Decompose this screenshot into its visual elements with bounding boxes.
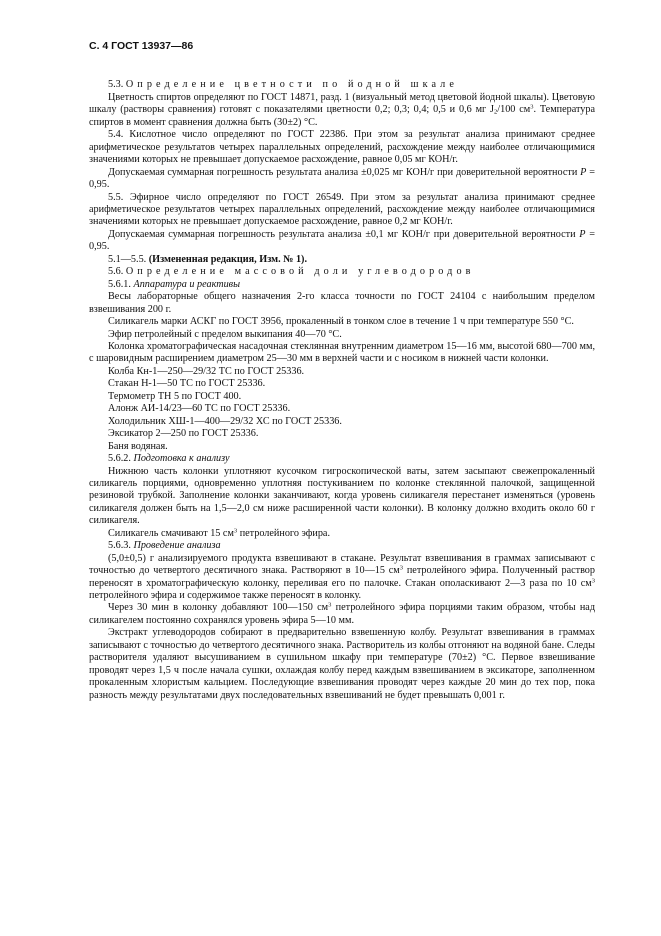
paragraph-text: = 0,95. bbox=[89, 228, 595, 253]
superscript: 3 bbox=[328, 601, 332, 609]
paragraph-text: = 0,95. bbox=[89, 166, 595, 191]
amendment-text: (Измененная редакция, Изм. № 1). bbox=[148, 253, 307, 265]
section-number: 5.6.1. bbox=[108, 278, 131, 290]
extract-paragraph: Экстракт углеводородов собирают в предварительно взвешенную колбу. Результат взвешивания в граммах записывают с точностью до четвертого десятичного знака. Растворитель из колбы отгоняют на водяной бане. Следы растворителя удаляют высушиванием в сушильном шкафу при температуре (70±2) °С. Первое взвешивание проводят через 1,5 ч после начала сушки, охлаждая колбу перед каждым взвешиванием в эксикаторе, заполненном прокаленным хлористым кальцием. Последующие взвешивания проводят через каждые 20 мин до тех пор, пока разность между результатами двух последовательных взвешиваний не будет превышать 0,001 г. bbox=[89, 627, 595, 701]
section-5-3-heading bbox=[89, 79, 595, 91]
paragraph-text: /100 см bbox=[497, 104, 531, 116]
paragraph-text: петролейного эфира. Полученный раствор переносят в хроматографическую колонку, переливая его по палочке. Стакан ополаскивают 2—3 раза по 10 см bbox=[89, 565, 595, 589]
paragraph-text: петролейного эфира. bbox=[237, 527, 331, 539]
subscript: 2 bbox=[494, 108, 498, 116]
paragraph-text: петролейного эфира и содержимое также переносят в колонку. bbox=[89, 590, 362, 602]
section-5-6-3-heading bbox=[89, 540, 595, 552]
silica-paragraph: Силикагель марки АСКГ по ГОСТ 3956, прокаленный в тонком слое в течение 1 ч при температуре 550 °С. bbox=[108, 316, 574, 328]
list-item: Эксикатор 2—250 по ГОСТ 25336. bbox=[108, 428, 259, 440]
paragraph-text: Силикагель смачивают 15 см bbox=[108, 527, 234, 539]
list-item: Холодильник ХШ-1—400—29/32 ХС по ГОСТ 25336. bbox=[108, 415, 342, 427]
paragraph-text: . Температура спиртов в момент сравнения должна быть (30±2) °С. bbox=[89, 104, 596, 128]
section-title: Определение массовой доли углеводородов bbox=[125, 266, 475, 278]
superscript: 3 bbox=[530, 103, 534, 111]
section-5-6-2-heading bbox=[89, 453, 595, 465]
paragraph-text: Допускаемая суммарная погрешность результата анализа ±0,1 мг КОН/г при доверительной вероятности bbox=[108, 228, 580, 240]
list-item: Колба Кн-1—250—29/32 ТС по ГОСТ 25336. bbox=[108, 365, 305, 377]
analysis-paragraph bbox=[89, 553, 595, 603]
acid-error-paragraph bbox=[89, 167, 595, 192]
section-number: 5.6.2. bbox=[108, 453, 131, 465]
list-item: Термометр ТН 5 по ГОСТ 400. bbox=[108, 390, 242, 402]
elution-paragraph bbox=[89, 602, 595, 627]
paragraph-text: Через 30 мин в колонку добавляют 100—150 см bbox=[108, 602, 329, 614]
section-title: Проведение анализа bbox=[133, 540, 221, 552]
document-page bbox=[89, 40, 595, 702]
section-number: 5.3. bbox=[108, 79, 124, 91]
preparation-paragraph: Нижнюю часть колонки уплотняют кусочком гигроскопической ваты, затем засыпают свежепрокаленный силикагель порциями, одновременно уплотняя постукиванием по колонке стеклянной палочкой, защищенной резиновой трубкой. Заполнение колонки заканчивают, когда уровень силикагеля перестанет изменяться (уровень силикагеля должен быть на 1,5—2,0 см ниже расширенной части колонки). В колонку должно входить около 60 г силикагеля. bbox=[89, 465, 595, 527]
probability-symbol: P bbox=[579, 228, 586, 240]
superscript: 3 bbox=[233, 527, 238, 535]
acid-number-paragraph: 5.4. Кислотное число определяют по ГОСТ 22386. При этом за результат анализа принимают среднее арифметическое результатов четырех параллельных определений, расхождение между наиболее отличающимися значениями которых не превышает допускаемое расхождение, равное 0,05 мг КОН/г. bbox=[89, 129, 595, 166]
list-item: Алонж АИ-14/23—60 ТС по ГОСТ 25336. bbox=[108, 403, 291, 415]
equipment-list bbox=[89, 366, 595, 453]
list-item: Баня водяная. bbox=[108, 440, 168, 452]
ester-number-paragraph: 5.5. Эфирное число определяют по ГОСТ 26549. При этом за результат анализа принимают среднее арифметическое результатов четырех параллельных определений, расхождение между наиболее отличающимися значениями которых не превышает допускаемое расхождение, равное 0,2 мг КОН/г. bbox=[89, 191, 595, 228]
section-number: 5.6.3. bbox=[108, 540, 131, 552]
paragraph-text: петролейного эфира порциями таким образом, чтобы над силикагелем постоянно сохранялся уровень эфира 5—10 мм. bbox=[89, 602, 595, 626]
superscript: 3 bbox=[399, 564, 404, 572]
paragraph-text: Допускаемая суммарная погрешность результата анализа ±0,025 мг КОН/г при доверительной вероятности bbox=[108, 166, 581, 178]
section-5-6-1-heading bbox=[89, 279, 595, 291]
amendment-note bbox=[89, 254, 595, 266]
scales-paragraph: Весы лабораторные общего назначения 2-го класса точности по ГОСТ 24104 с наибольшим пределом взвешивания 200 г. bbox=[89, 291, 595, 315]
amendment-range: 5.1—5.5. bbox=[108, 253, 147, 265]
column-paragraph: Колонка хроматографическая насадочная стеклянная внутренним диаметром 15—16 мм, высотой 680—700 мм, с шаровидным расширением диаметром 25—30 мм в верхней части и с носиком в нижней части колонки. bbox=[89, 340, 595, 365]
probability-symbol: P bbox=[580, 166, 587, 178]
ester-error-paragraph bbox=[89, 229, 595, 254]
paragraph-text: (5,0±0,5) г анализируемого продукта взвешивают в стакане. Результат взвешивания в граммах записывают с точностью до четвертого десятичного знака. Растворяют в 10—15 см bbox=[89, 552, 595, 577]
superscript: 3 bbox=[591, 577, 595, 585]
section-title: Определение цветности по йодной шкале bbox=[125, 79, 458, 91]
wetting-paragraph bbox=[89, 528, 595, 540]
color-paragraph bbox=[89, 92, 595, 129]
section-title: Подготовка к анализу bbox=[133, 453, 230, 465]
section-5-6-heading bbox=[89, 266, 595, 278]
section-number: 5.6. bbox=[108, 266, 124, 278]
ether-paragraph: Эфир петролейный с пределом выкипания 40—70 °С. bbox=[108, 328, 342, 340]
page-header: С. 4 ГОСТ 13937—86 bbox=[89, 40, 194, 52]
list-item: Стакан Н-1—50 ТС по ГОСТ 25336. bbox=[108, 378, 266, 390]
section-title: Аппаратура и реактивы bbox=[133, 278, 241, 290]
paragraph-text: Цветность спиртов определяют по ГОСТ 14871, разд. 1 (визуальный метод цветовой йодной шкалы). Цветовую шкалу (растворы сравнения) готовят с показателями цветности 0,2; 0,3; 0,4; 0,5 и 0,6 мг J bbox=[89, 91, 595, 116]
